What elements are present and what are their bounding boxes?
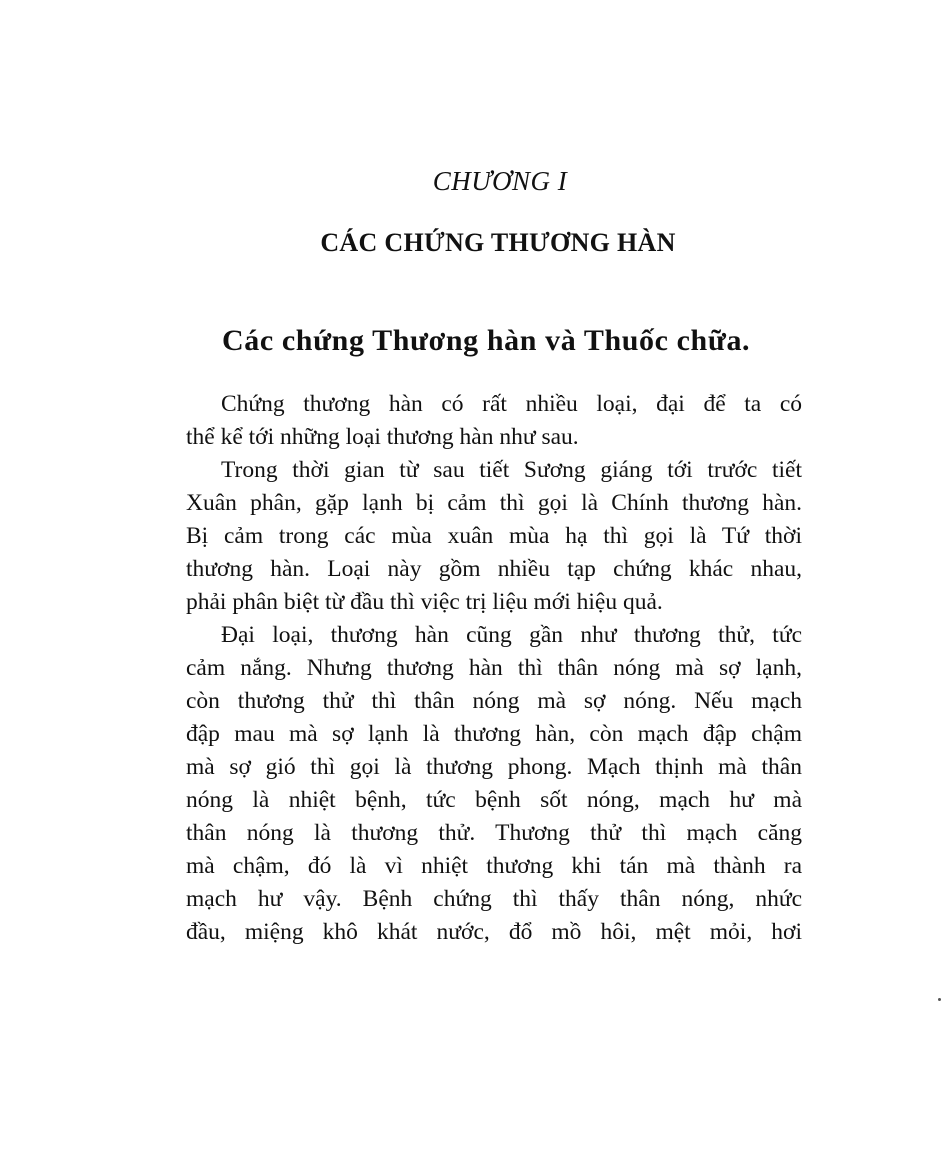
text-line: thể kể tới những loại thương hàn như sau.: [186, 424, 579, 450]
text-line: thân nóng là thương thử. Thương thử thì mạch căng: [186, 820, 802, 846]
text-line: Chứng thương hàn có rất nhiều loại, đại để ta có: [221, 391, 802, 417]
text-line: mà chậm, đó là vì nhiệt thương khi tán mà thành ra: [186, 853, 802, 879]
text-line: phải phân biệt từ đầu thì việc trị liệu mới hiệu quả.: [186, 589, 663, 615]
chapter-label: CHƯƠNG I: [432, 166, 568, 196]
text-line: Đại loại, thương hàn cũng gần như thương thử, tức: [221, 622, 802, 648]
text-line: đầu, miệng khô khát nước, đổ mồ hôi, mệt mỏi, hơi: [186, 919, 802, 945]
text-line: đập mau mà sợ lạnh là thương hàn, còn mạch đập chậm: [186, 721, 802, 747]
text-line: Bị cảm trong các mùa xuân mùa hạ thì gọi là Tứ thời: [186, 523, 802, 549]
text-line: còn thương thử thì thân nóng mà sợ nóng. Nếu mạch: [186, 688, 802, 714]
text-line: mà sợ gió thì gọi là thương phong. Mạch thịnh mà thân: [186, 754, 802, 780]
body-text: [186, 388, 802, 949]
text-line: thương hàn. Loại này gồm nhiều tạp chứng khác nhau,: [186, 556, 802, 582]
text-line: mạch hư vậy. Bệnh chứng thì thấy thân nóng, nhức: [186, 886, 802, 912]
text-line: Trong thời gian từ sau tiết Sương giáng tới trước tiết: [221, 457, 802, 483]
scan-speck: [938, 998, 941, 1001]
text-line: cảm nắng. Nhưng thương hàn thì thân nóng mà sợ lạnh,: [186, 655, 802, 681]
text-line: Xuân phân, gặp lạnh bị cảm thì gọi là Chính thương hàn.: [186, 490, 802, 516]
chapter-title: CÁC CHỨNG THƯƠNG HÀN: [320, 228, 676, 257]
text-line: nóng là nhiệt bệnh, tức bệnh sốt nóng, mạch hư mà: [186, 787, 802, 813]
section-heading: Các chứng Thương hàn và Thuốc chữa.: [222, 324, 751, 357]
